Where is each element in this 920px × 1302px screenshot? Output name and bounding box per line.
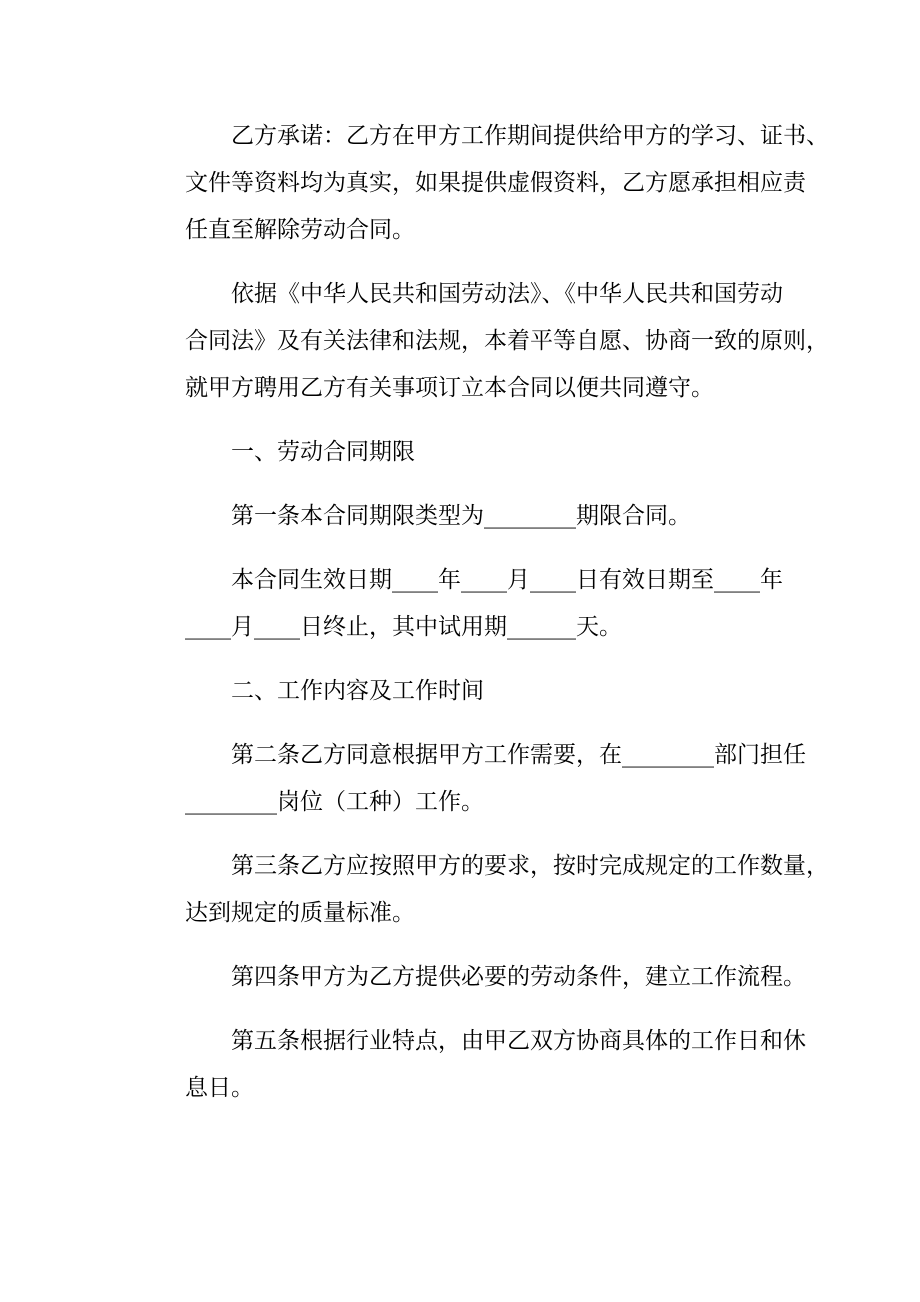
clause-1 [139, 493, 799, 540]
text-line: 乙方承诺：乙方在甲方工作期间提供给甲方的学习、证书、 [231, 123, 829, 149]
text-line: 第四条甲方为乙方提供必要的劳动条件，建立工作流程。 [231, 964, 806, 990]
section-heading-work-content [139, 668, 799, 715]
text-line: 第一条本合同期限类型为________期限合同。 [231, 503, 691, 529]
document-body [139, 113, 829, 1129]
text-line: 第五条根据行业特点，由甲乙双方协商具体的工作日和休 [231, 1028, 806, 1054]
clause-2 [139, 732, 806, 826]
text-line: 文件等资料均为真实，如果提供虚假资料，乙方愿承担相应责 [185, 170, 806, 196]
text-line: 息日。 [185, 1075, 254, 1101]
text-line: 一、劳动合同期限 [231, 439, 415, 465]
clause-3 [139, 843, 829, 937]
text-line: 第二条乙方同意根据甲方工作需要，在________部门担任 [231, 742, 806, 768]
text-line: 就甲方聘用乙方有关事项订立本合同以便共同遵守。 [185, 375, 714, 401]
text-line: 合同法》及有关法律和法规，本着平等自愿、协商一致的原则， [185, 328, 829, 354]
text-line: 第三条乙方应按照甲方的要求，按时完成规定的工作数量， [231, 853, 829, 879]
clause-4 [139, 954, 806, 1001]
clause-effective-dates [139, 557, 799, 651]
clause-5 [139, 1018, 806, 1112]
text-line: 依据《中华人民共和国劳动法》、《中华人民共和国劳动 [231, 281, 783, 307]
text-line: ________岗位（工种）工作。 [185, 789, 484, 815]
section-heading-contract-term [139, 429, 799, 476]
text-line: 任直至解除劳动合同。 [185, 217, 415, 243]
paragraph-legal-basis [139, 271, 829, 412]
text-line: 达到规定的质量标准。 [185, 900, 415, 926]
text-line: 本合同生效日期____年____月____日有效日期至____年 [231, 567, 783, 593]
text-line: 二、工作内容及工作时间 [231, 678, 484, 704]
text-line: ____月____日终止，其中试用期______天。 [185, 614, 622, 640]
paragraph-commitment [139, 113, 829, 254]
